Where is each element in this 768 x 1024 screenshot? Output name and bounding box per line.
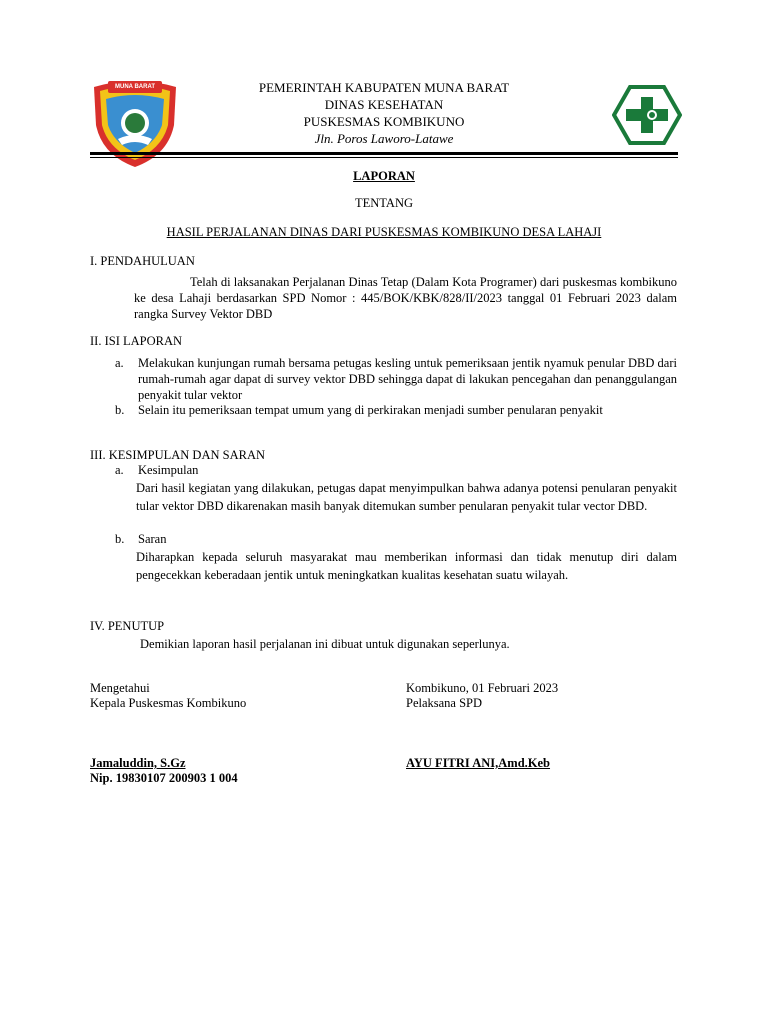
sign-right-line2: Pelaksana SPD xyxy=(406,696,483,710)
letterhead-rule-thin xyxy=(90,157,678,158)
section4-text: Demikian laporan hasil perjalanan ini dibuat untuk digunakan seperlunya. xyxy=(140,637,510,651)
section1-text: Telah di laksanakan Perjalanan Dinas Tetap (Dalam Kota Programer) dari puskesmas kombikuno ke desa Lahaji berdasarkan SPD Nomor : 445/BOK/KBK/828/II/2023 tanggal 01 Februari 2023 dalam rangka Survey Vektor DBD xyxy=(134,275,677,321)
section1-heading: I. PENDAHULUAN xyxy=(90,254,195,268)
section2-item-b-text: Selain itu pemeriksaan tempat umum yang di perkirakan menjadi sumber penularan penyakit xyxy=(138,403,603,417)
report-topic: HASIL PERJALANAN DINAS DARI PUSKESMAS KOMBIKUNO DESA LAHAJI xyxy=(166,225,602,239)
section3-item-b-marker: b. xyxy=(115,532,125,546)
sign-left-nip: Nip. 19830107 200903 1 004 xyxy=(90,771,238,785)
section3-item-b-text: Diharapkan kepada seluruh masyarakat mau memberikan informasi dan tidak menutup diri dalam pengecekkan keberadaan jentik untuk meningkatkan kualitas kesehatan suatu wilayah. xyxy=(136,550,677,582)
sign-right-line1: Kombikuno, 01 Februari 2023 xyxy=(406,681,559,695)
section2-heading: II. ISI LAPORAN xyxy=(90,334,183,348)
letterhead-line2: DINAS KESEHATAN xyxy=(324,97,444,112)
letterhead-rule-thick xyxy=(90,152,678,155)
report-subtitle: TENTANG xyxy=(354,196,413,210)
logo-left-text: MUNA BARAT xyxy=(115,84,155,90)
sign-right-name: AYU FITRI ANI,Amd.Keb xyxy=(406,756,551,770)
puskesmas-logo xyxy=(612,85,682,145)
section2-item-b-marker: b. xyxy=(115,403,125,417)
report-title: LAPORAN xyxy=(353,169,415,183)
section4-heading: IV. PENUTUP xyxy=(90,619,165,633)
section2-item-a-marker: a. xyxy=(115,356,124,370)
sign-left-line2: Kepala Puskesmas Kombikuno xyxy=(90,696,247,710)
section3-heading: III. KESIMPULAN DAN SARAN xyxy=(90,448,265,462)
section3-item-a-text: Dari hasil kegiatan yang dilakukan, petugas dapat menyimpulkan bahwa adanya potensi penularan penyakit tular vektor DBD dikarenakan masih banyak ditemukan sumber penularan penyakit tular vector DBD. xyxy=(136,481,677,513)
letterhead-address: Jln. Poros Laworo-Latawe xyxy=(314,131,454,146)
section3-item-a-marker: a. xyxy=(115,463,124,477)
section3-item-a-title: Kesimpulan xyxy=(138,463,199,477)
sign-left-line1: Mengetahui xyxy=(90,681,150,695)
letterhead-line3: PUSKESMAS KOMBIKUNO xyxy=(303,114,465,129)
section3-item-b-title: Saran xyxy=(138,532,167,546)
letterhead-line1: PEMERINTAH KABUPATEN MUNA BARAT xyxy=(258,80,510,95)
sign-left-name: Jamaluddin, S.Gz xyxy=(90,756,186,770)
section2-item-a-text: Melakukan kunjungan rumah bersama petugas kesling untuk pemeriksaan jentik nyamuk penular DBD dari rumah-rumah agar dapat di survey vektor DBD sehingga dapat di lakukan pencegahan dan penanggulangan penyakit tular vektor xyxy=(138,356,677,402)
